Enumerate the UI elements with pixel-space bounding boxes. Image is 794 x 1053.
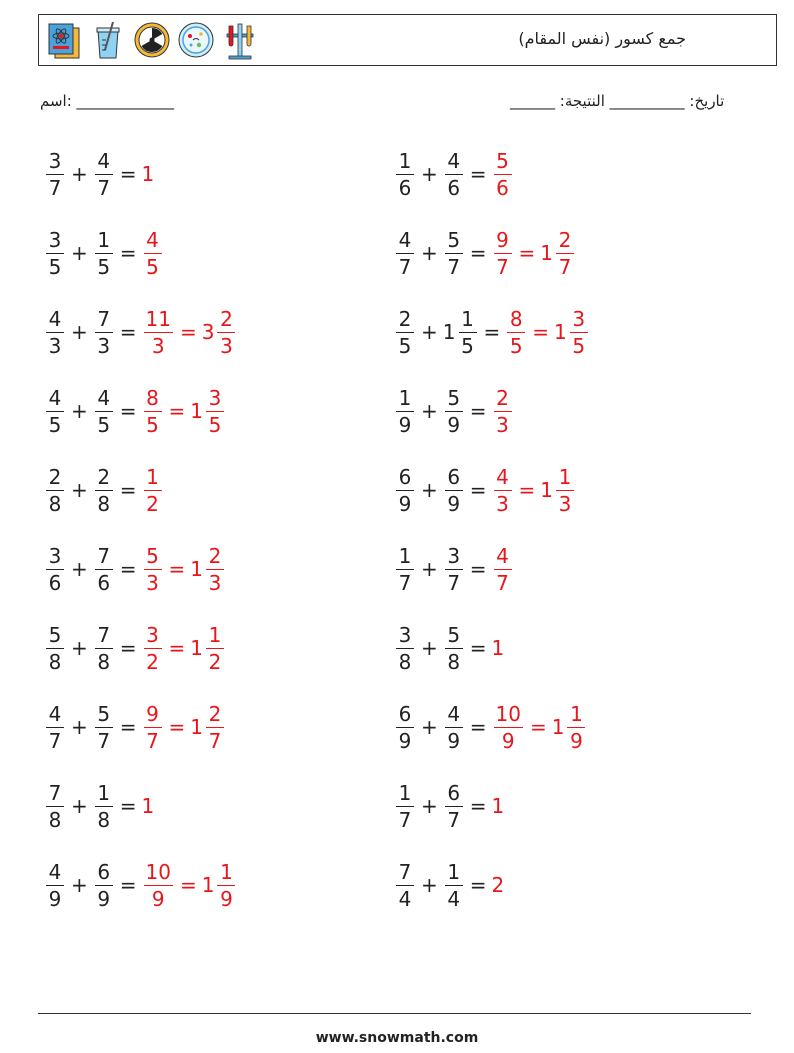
denominator: 6	[398, 175, 412, 200]
addend-fraction	[95, 702, 113, 753]
denominator: 8	[48, 807, 62, 832]
equals-sign: =	[469, 478, 487, 502]
numerator: 4	[445, 702, 463, 728]
plus-sign: +	[71, 162, 88, 186]
denominator: 7	[97, 728, 111, 753]
plus-sign: +	[421, 794, 438, 818]
denominator: 5	[208, 412, 222, 437]
numerator: 4	[494, 465, 512, 491]
denominator: 9	[501, 728, 515, 753]
addend-fraction	[396, 465, 414, 516]
addend-fraction	[95, 544, 113, 595]
equals-sign: =	[119, 478, 137, 502]
denominator: 3	[97, 333, 111, 358]
numerator: 4	[396, 228, 414, 254]
numerator: 1	[396, 386, 414, 412]
denominator: 2	[146, 649, 159, 674]
answer-fraction	[144, 228, 162, 279]
numerator: 1	[556, 465, 574, 491]
numerator: 3	[570, 307, 588, 333]
equals-sign: =	[168, 636, 186, 660]
denominator: 5	[97, 412, 111, 437]
denominator: 5	[146, 254, 159, 279]
answer-fraction	[144, 544, 162, 595]
denominator: 3	[151, 333, 165, 358]
addend-fraction	[95, 623, 113, 674]
numerator: 7	[95, 307, 113, 333]
answer-fraction	[144, 702, 162, 753]
numerator: 1	[217, 860, 235, 886]
denominator: 2	[208, 649, 222, 674]
denominator: 6	[97, 570, 111, 595]
addend-fraction	[445, 623, 463, 674]
numerator: 5	[144, 544, 162, 570]
answer-fraction	[507, 307, 525, 358]
numerator: 4	[46, 307, 64, 333]
plus-sign: +	[71, 241, 88, 265]
denominator: 9	[398, 412, 412, 437]
answer-integer: 1	[491, 794, 505, 818]
plus-sign: +	[421, 162, 438, 186]
radiation-icon	[133, 20, 171, 60]
denominator: 8	[398, 649, 412, 674]
equals-sign: =	[168, 715, 186, 739]
equals-sign: =	[119, 399, 137, 423]
denominator: 7	[48, 175, 62, 200]
answer-whole: 1	[540, 478, 554, 502]
answer-fraction	[494, 702, 523, 753]
numerator: 5	[95, 702, 113, 728]
numerator: 3	[46, 544, 64, 570]
numerator: 3	[144, 623, 162, 649]
equals-sign: =	[168, 557, 186, 581]
addend-fraction	[95, 860, 113, 911]
addend-fraction	[445, 781, 463, 832]
addend-fraction	[396, 544, 414, 595]
answer-fraction	[206, 544, 224, 595]
footer-divider	[38, 1013, 751, 1014]
answer-whole: 1	[190, 557, 204, 581]
denominator: 9	[398, 491, 412, 516]
problem-item	[394, 772, 504, 840]
numerator: 2	[556, 228, 574, 254]
addend-fraction	[396, 623, 414, 674]
numerator: 2	[217, 307, 235, 333]
answer-fraction	[144, 386, 162, 437]
denominator: 3	[208, 570, 222, 595]
numerator: 1	[445, 860, 463, 886]
problem-item	[44, 140, 154, 208]
numerator: 4	[95, 149, 113, 175]
numerator: 2	[396, 307, 414, 333]
problem-item	[394, 614, 504, 682]
denominator: 9	[48, 886, 62, 911]
beaker-icon	[89, 20, 127, 60]
numerator: 2	[206, 544, 224, 570]
equals-sign: =	[119, 557, 137, 581]
denominator: 3	[496, 491, 509, 516]
answer-fraction	[217, 860, 235, 911]
equals-sign: =	[168, 399, 186, 423]
denominator: 9	[447, 491, 461, 516]
answer-whole: 1	[190, 636, 204, 660]
problem-item	[394, 298, 590, 366]
equals-sign: =	[469, 399, 487, 423]
denominator: 3	[146, 570, 159, 595]
addend-fraction	[396, 307, 414, 358]
numerator: 3	[46, 228, 64, 254]
equals-sign: =	[119, 873, 137, 897]
equals-sign: =	[119, 715, 137, 739]
numerator: 1	[396, 544, 414, 570]
denominator: 7	[496, 254, 509, 279]
petri-dish-icon	[177, 20, 215, 60]
numerator: 1	[144, 465, 162, 491]
footer-url: www.snowmath.com	[315, 1030, 479, 1046]
equals-sign: =	[483, 320, 501, 344]
denominator: 6	[447, 175, 461, 200]
plus-sign: +	[71, 478, 88, 502]
addend-fraction	[46, 228, 64, 279]
worksheet-header	[38, 14, 777, 66]
addend-fraction	[95, 307, 113, 358]
addend-fraction	[396, 781, 414, 832]
numerator: 4	[494, 544, 512, 570]
plus-sign: +	[71, 399, 88, 423]
addend-fraction	[445, 465, 463, 516]
numerator: 9	[494, 228, 512, 254]
addend-fraction	[46, 386, 64, 437]
denominator: 3	[48, 333, 62, 358]
answer-fraction	[494, 465, 512, 516]
numerator: 4	[46, 386, 64, 412]
answer-whole: 1	[190, 715, 204, 739]
numerator: 9	[144, 702, 162, 728]
denominator: 7	[398, 254, 412, 279]
addend-fraction	[46, 860, 64, 911]
addend-fraction	[396, 860, 414, 911]
numerator: 3	[46, 149, 64, 175]
equals-sign: =	[518, 241, 536, 265]
answer-fraction	[494, 228, 512, 279]
denominator: 9	[570, 728, 583, 753]
numerator: 4	[144, 228, 162, 254]
numerator: 4	[445, 149, 463, 175]
addend-fraction	[396, 386, 414, 437]
denominator: 5	[48, 254, 62, 279]
denominator: 7	[398, 807, 412, 832]
denominator: 2	[146, 491, 159, 516]
numerator: 6	[396, 465, 414, 491]
plus-sign: +	[71, 794, 88, 818]
numerator: 5	[494, 149, 512, 175]
problem-item	[394, 140, 514, 208]
numerator: 4	[46, 702, 64, 728]
numerator: 7	[46, 781, 64, 807]
denominator: 5	[398, 333, 412, 358]
denominator: 7	[496, 570, 509, 595]
problem-item	[394, 456, 576, 524]
denominator: 5	[146, 412, 159, 437]
problem-item	[44, 693, 226, 761]
numerator: 5	[46, 623, 64, 649]
denominator: 9	[398, 728, 412, 753]
addend-fraction	[445, 544, 463, 595]
addend-fraction	[46, 623, 64, 674]
denominator: 7	[398, 570, 412, 595]
addend-fraction	[95, 149, 113, 200]
plus-sign: +	[421, 873, 438, 897]
addend-fraction	[445, 149, 463, 200]
answer-whole: 1	[554, 320, 567, 344]
denominator: 7	[447, 254, 461, 279]
equals-sign: =	[469, 557, 487, 581]
addend-fraction	[95, 228, 113, 279]
equals-sign: =	[532, 320, 550, 344]
addend-fraction	[396, 149, 414, 200]
problem-item	[44, 535, 226, 603]
numerator: 8	[507, 307, 525, 333]
equals-sign: =	[179, 873, 197, 897]
problem-item	[394, 851, 504, 919]
plus-sign: +	[421, 478, 438, 502]
denominator: 7	[208, 728, 222, 753]
problem-item	[394, 219, 576, 287]
problem-item	[44, 851, 237, 919]
equals-sign: =	[469, 636, 487, 660]
denominator: 8	[48, 491, 62, 516]
plus-sign: +	[421, 636, 438, 660]
denominator: 7	[146, 728, 159, 753]
addend-fraction	[445, 386, 463, 437]
denominator: 4	[398, 886, 412, 911]
denominator: 4	[447, 886, 461, 911]
answer-fraction	[570, 307, 588, 358]
answer-fraction	[556, 228, 574, 279]
equals-sign: =	[119, 636, 137, 660]
denominator: 8	[97, 649, 111, 674]
answer-integer: 1	[141, 794, 155, 818]
denominator: 5	[509, 333, 523, 358]
numerator: 7	[95, 623, 113, 649]
numerator: 1	[206, 623, 224, 649]
addend-fraction	[396, 228, 414, 279]
answer-fraction	[217, 307, 235, 358]
denominator: 6	[48, 570, 62, 595]
numerator: 1	[459, 307, 477, 333]
header-icons	[45, 20, 259, 60]
denominator: 8	[97, 491, 111, 516]
denominator: 7	[48, 728, 62, 753]
denominator: 8	[447, 649, 461, 674]
addend-fraction	[445, 860, 463, 911]
plus-sign: +	[71, 715, 88, 739]
answer-integer: 2	[491, 873, 505, 897]
denominator: 5	[461, 333, 474, 358]
problem-item	[44, 219, 164, 287]
denominator: 9	[447, 728, 461, 753]
addend-fraction	[46, 781, 64, 832]
problem-item	[44, 298, 237, 366]
equals-sign: =	[518, 478, 536, 502]
numerator: 5	[445, 228, 463, 254]
answer-whole: 1	[201, 873, 215, 897]
answer-fraction	[494, 149, 512, 200]
numerator: 1	[396, 781, 414, 807]
answer-fraction	[206, 623, 224, 674]
plus-sign: +	[71, 636, 88, 660]
numerator: 1	[95, 228, 113, 254]
equals-sign: =	[469, 162, 487, 186]
answer-fraction	[494, 386, 512, 437]
answer-fraction	[144, 307, 173, 358]
addend-fraction	[95, 386, 113, 437]
denominator: 9	[220, 886, 233, 911]
denominator: 7	[97, 175, 111, 200]
addend-fraction	[46, 307, 64, 358]
equals-sign: =	[469, 241, 487, 265]
numerator: 8	[144, 386, 162, 412]
denominator: 7	[447, 570, 461, 595]
addend-fraction	[46, 465, 64, 516]
date-score-field: ______ :تاريخ: __________ النتيجة	[510, 92, 725, 110]
denominator: 3	[220, 333, 233, 358]
plus-sign: +	[71, 557, 88, 581]
numerator: 10	[495, 701, 521, 726]
problem-item	[394, 535, 514, 603]
answer-whole: 1	[551, 715, 565, 739]
numerator: 5	[445, 623, 463, 649]
answer-fraction	[556, 465, 574, 516]
answer-whole: 1	[190, 399, 204, 423]
numerator: 3	[396, 623, 414, 649]
denominator: 7	[558, 254, 572, 279]
answer-fraction	[144, 623, 162, 674]
numerator: 10	[145, 859, 171, 884]
plus-sign: +	[421, 320, 438, 344]
denominator: 6	[496, 175, 509, 200]
atom-book-icon	[45, 20, 83, 60]
addend-whole: 1	[442, 320, 456, 344]
numerator: 4	[95, 386, 113, 412]
addend-fraction	[396, 702, 414, 753]
denominator: 3	[558, 491, 572, 516]
equals-sign: =	[119, 794, 137, 818]
addend-fraction	[95, 465, 113, 516]
answer-integer: 1	[141, 162, 155, 186]
answer-fraction	[206, 386, 224, 437]
answer-fraction	[494, 544, 512, 595]
numerator: 6	[445, 465, 463, 491]
denominator: 9	[97, 886, 111, 911]
numerator: 2	[494, 386, 512, 412]
numerator: 1	[567, 702, 585, 728]
plus-sign: +	[71, 320, 88, 344]
name-field: اسم: _____________	[40, 92, 175, 110]
equals-sign: =	[179, 320, 197, 344]
answer-fraction	[206, 702, 224, 753]
numerator: 3	[445, 544, 463, 570]
answer-fraction	[144, 465, 162, 516]
numerator: 11	[145, 306, 171, 331]
problem-item	[44, 377, 226, 445]
equals-sign: =	[119, 320, 137, 344]
problem-item	[394, 377, 514, 445]
denominator: 7	[447, 807, 461, 832]
denominator: 5	[572, 333, 586, 358]
addend-fraction	[445, 228, 463, 279]
problem-item	[394, 693, 587, 761]
answer-whole: 1	[540, 241, 554, 265]
numerator: 6	[95, 860, 113, 886]
equals-sign: =	[529, 715, 547, 739]
test-tube-rack-icon	[221, 20, 259, 60]
plus-sign: +	[71, 873, 88, 897]
denominator: 3	[496, 412, 509, 437]
denominator: 8	[97, 807, 111, 832]
numerator: 7	[396, 860, 414, 886]
equals-sign: =	[469, 873, 487, 897]
numerator: 4	[46, 860, 64, 886]
plus-sign: +	[421, 241, 438, 265]
equals-sign: =	[469, 715, 487, 739]
denominator: 8	[48, 649, 62, 674]
denominator: 9	[447, 412, 461, 437]
numerator: 6	[396, 702, 414, 728]
denominator: 5	[48, 412, 62, 437]
numerator: 5	[445, 386, 463, 412]
numerator: 1	[95, 781, 113, 807]
plus-sign: +	[421, 399, 438, 423]
numerator: 2	[206, 702, 224, 728]
problem-item	[44, 772, 154, 840]
numerator: 6	[445, 781, 463, 807]
answer-fraction	[144, 860, 173, 911]
numerator: 2	[46, 465, 64, 491]
problem-item	[44, 456, 164, 524]
numerator: 2	[95, 465, 113, 491]
numerator: 3	[206, 386, 224, 412]
answer-whole: 3	[201, 320, 215, 344]
plus-sign: +	[421, 715, 438, 739]
denominator: 5	[97, 254, 111, 279]
problem-item	[44, 614, 226, 682]
addend-fraction	[95, 781, 113, 832]
addend-fraction	[46, 702, 64, 753]
answer-integer: 1	[491, 636, 505, 660]
addend-fraction	[445, 702, 463, 753]
denominator: 9	[151, 886, 165, 911]
equals-sign: =	[119, 162, 137, 186]
equals-sign: =	[119, 241, 137, 265]
addend-fraction	[46, 149, 64, 200]
addend-fraction	[46, 544, 64, 595]
answer-fraction	[567, 702, 585, 753]
worksheet-title: جمع كسور (نفس المقام)	[518, 29, 686, 48]
numerator: 1	[396, 149, 414, 175]
equals-sign: =	[469, 794, 487, 818]
plus-sign: +	[421, 557, 438, 581]
addend-fraction	[459, 307, 477, 358]
numerator: 7	[95, 544, 113, 570]
